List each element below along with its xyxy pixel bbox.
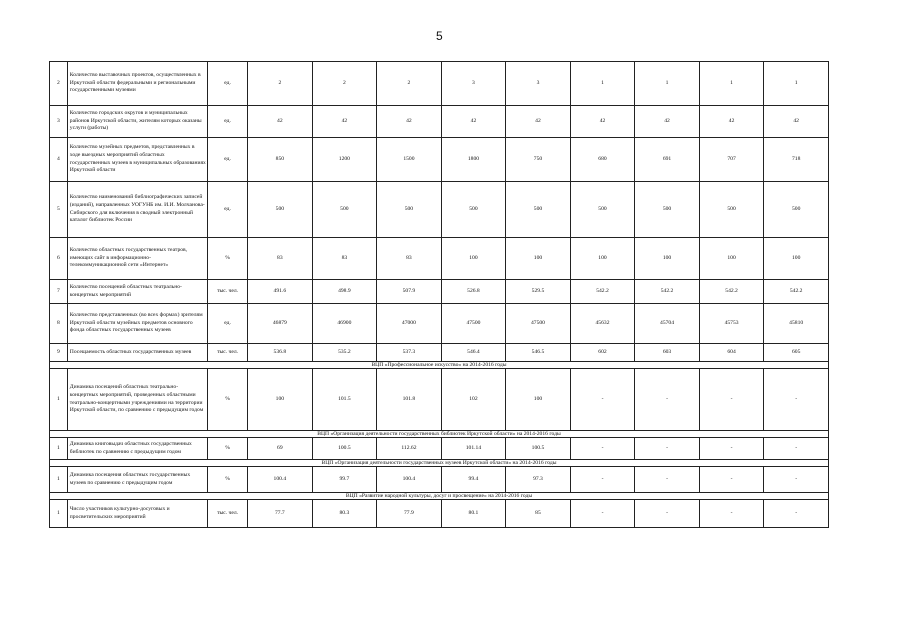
value-cell: 542.2 xyxy=(570,280,635,304)
value-cell: 42 xyxy=(312,106,377,138)
value-cell: 500 xyxy=(312,182,377,238)
value-cell: 546.4 xyxy=(441,344,506,362)
value-cell: 546.5 xyxy=(506,344,571,362)
value-cell: 1 xyxy=(699,62,764,106)
value-cell: 500 xyxy=(248,182,313,238)
value-cell: 1500 xyxy=(377,138,442,182)
value-cell: 100 xyxy=(635,238,700,280)
value-cell: 47500 xyxy=(441,304,506,344)
unit-cell: % xyxy=(208,438,248,460)
indicator-name: Количество наименований библиографических записей (изданий), направленных УОГУНБ им. И.И. Молчанова-Сибирского для включения в сводный электронный каталог библиотек России xyxy=(67,182,207,238)
value-cell: 85 xyxy=(506,500,571,528)
value-cell: 536.8 xyxy=(248,344,313,362)
table-row xyxy=(50,238,829,280)
value-cell: 100 xyxy=(248,369,313,431)
value-cell: - xyxy=(570,467,635,493)
row-number: 5 xyxy=(50,182,68,238)
value-cell: 100 xyxy=(506,238,571,280)
row-number: 7 xyxy=(50,280,68,304)
value-cell: 80.3 xyxy=(312,500,377,528)
value-cell: 100 xyxy=(699,238,764,280)
value-cell: 507.9 xyxy=(377,280,442,304)
value-cell: 542.2 xyxy=(764,280,829,304)
table-row xyxy=(50,344,829,362)
table-row xyxy=(50,138,829,182)
value-cell: 101.8 xyxy=(377,369,442,431)
value-cell: 500 xyxy=(441,182,506,238)
value-cell: 603 xyxy=(635,344,700,362)
row-number: 1 xyxy=(50,369,68,431)
value-cell: 46900 xyxy=(312,304,377,344)
row-number: 9 xyxy=(50,344,68,362)
indicator-name: Число участников культурно-досуговых и просветительских мероприятий xyxy=(67,500,207,528)
unit-cell: ед. xyxy=(208,304,248,344)
value-cell: - xyxy=(699,467,764,493)
value-cell: 718 xyxy=(764,138,829,182)
unit-cell: ед. xyxy=(208,182,248,238)
indicator-name: Количество выставочных проектов, осуществленных в Иркутской области федеральными и региональными государственными музеями xyxy=(67,62,207,106)
value-cell: 42 xyxy=(699,106,764,138)
unit-cell: ед. xyxy=(208,106,248,138)
section-title: ВЦП «Развитие народной культуры, досуг и просвещение» на 2014-2016 годы xyxy=(50,493,829,500)
value-cell: 80.1 xyxy=(441,500,506,528)
value-cell: 605 xyxy=(764,344,829,362)
section-header-row xyxy=(50,460,829,467)
table-row xyxy=(50,106,829,138)
indicator-name: Динамика посещений областных театрально-концертных мероприятий, проведенных областными театрально-концертными учреждениями на территории Иркутской области, по сравнению с предыдущим годом xyxy=(67,369,207,431)
table-row xyxy=(50,182,829,238)
indicator-table xyxy=(49,61,829,528)
value-cell: 500 xyxy=(764,182,829,238)
value-cell: 101.14 xyxy=(441,438,506,460)
value-cell: 100.4 xyxy=(377,467,442,493)
value-cell: 69 xyxy=(248,438,313,460)
value-cell: - xyxy=(699,438,764,460)
value-cell: - xyxy=(699,369,764,431)
value-cell: 45704 xyxy=(635,304,700,344)
row-number: 1 xyxy=(50,467,68,493)
value-cell: 604 xyxy=(699,344,764,362)
value-cell: 99.4 xyxy=(441,467,506,493)
section-title: ВЦП «Организация деятельности государственных музеев Иркутской области» на 2014-2016 годы xyxy=(50,460,829,467)
value-cell: - xyxy=(635,369,700,431)
value-cell: 42 xyxy=(441,106,506,138)
unit-cell: тыс. чел. xyxy=(208,500,248,528)
value-cell: 77.9 xyxy=(377,500,442,528)
unit-cell: % xyxy=(208,369,248,431)
table-row xyxy=(50,304,829,344)
value-cell: 112.62 xyxy=(377,438,442,460)
row-number: 1 xyxy=(50,500,68,528)
value-cell: 77.7 xyxy=(248,500,313,528)
page-number: 5 xyxy=(436,29,443,43)
value-cell: 45753 xyxy=(699,304,764,344)
value-cell: 46879 xyxy=(248,304,313,344)
value-cell: 3 xyxy=(506,62,571,106)
value-cell: 47500 xyxy=(506,304,571,344)
value-cell: 97.3 xyxy=(506,467,571,493)
row-number: 8 xyxy=(50,304,68,344)
value-cell: 100.4 xyxy=(248,467,313,493)
indicator-name: Динамика посещения областных государственных музеев по сравнению с предыдущим годом xyxy=(67,467,207,493)
value-cell: 100.5 xyxy=(312,438,377,460)
value-cell: 3 xyxy=(441,62,506,106)
value-cell: - xyxy=(635,500,700,528)
value-cell: 100.5 xyxy=(506,438,571,460)
value-cell: 102 xyxy=(441,369,506,431)
unit-cell: % xyxy=(208,467,248,493)
value-cell: 1 xyxy=(635,62,700,106)
value-cell: 535.2 xyxy=(312,344,377,362)
row-number: 3 xyxy=(50,106,68,138)
indicator-name: Количество областных государственных театров, имеющих сайт в информационно-телекоммуникационной сети «Интернет» xyxy=(67,238,207,280)
indicator-name: Количество представленных (во всех формах) зрителям Иркутской области музейных предметов основного фонда областных государственных музеев xyxy=(67,304,207,344)
section-header-row xyxy=(50,431,829,438)
value-cell: 526.8 xyxy=(441,280,506,304)
value-cell: - xyxy=(570,500,635,528)
value-cell: 45810 xyxy=(764,304,829,344)
value-cell: 99.7 xyxy=(312,467,377,493)
value-cell: 500 xyxy=(635,182,700,238)
value-cell: 83 xyxy=(312,238,377,280)
value-cell: - xyxy=(635,438,700,460)
value-cell: 42 xyxy=(764,106,829,138)
value-cell: 1800 xyxy=(441,138,506,182)
value-cell: 1 xyxy=(570,62,635,106)
section-title: ВЦП «Профессиональное искусство» на 2014-2016 годы xyxy=(50,362,829,369)
value-cell: 42 xyxy=(635,106,700,138)
indicator-name: Количество городских округов и муниципальных районов Иркутской области, жителям которых оказаны услуги (работы) xyxy=(67,106,207,138)
unit-cell: ед. xyxy=(208,138,248,182)
value-cell: 100 xyxy=(441,238,506,280)
value-cell: 500 xyxy=(570,182,635,238)
value-cell: 691 xyxy=(635,138,700,182)
value-cell: 2 xyxy=(248,62,313,106)
value-cell: 537.3 xyxy=(377,344,442,362)
value-cell: - xyxy=(635,467,700,493)
value-cell: 47000 xyxy=(377,304,442,344)
value-cell: 83 xyxy=(377,238,442,280)
value-cell: - xyxy=(764,369,829,431)
row-number: 4 xyxy=(50,138,68,182)
value-cell: 2 xyxy=(312,62,377,106)
unit-cell: % xyxy=(208,238,248,280)
row-number: 6 xyxy=(50,238,68,280)
value-cell: 542.2 xyxy=(635,280,700,304)
value-cell: 100 xyxy=(764,238,829,280)
value-cell: 491.6 xyxy=(248,280,313,304)
value-cell: 500 xyxy=(377,182,442,238)
table-row xyxy=(50,500,829,528)
value-cell: 45632 xyxy=(570,304,635,344)
value-cell: 2 xyxy=(377,62,442,106)
value-cell: 500 xyxy=(699,182,764,238)
value-cell: 529.5 xyxy=(506,280,571,304)
value-cell: 83 xyxy=(248,238,313,280)
value-cell: 498.9 xyxy=(312,280,377,304)
value-cell: 750 xyxy=(506,138,571,182)
value-cell: 42 xyxy=(248,106,313,138)
row-number: 1 xyxy=(50,438,68,460)
section-header-row xyxy=(50,493,829,500)
value-cell: 42 xyxy=(377,106,442,138)
unit-cell: тыс. чел. xyxy=(208,280,248,304)
row-number: 2 xyxy=(50,62,68,106)
table-row xyxy=(50,467,829,493)
value-cell: 602 xyxy=(570,344,635,362)
value-cell: - xyxy=(764,500,829,528)
value-cell: 680 xyxy=(570,138,635,182)
value-cell: - xyxy=(699,500,764,528)
indicator-name: Количество музейных предметов, представленных в ходе выездных мероприятий областных государственных музеев в муниципальных образованиях Иркутской области xyxy=(67,138,207,182)
value-cell: - xyxy=(764,438,829,460)
indicator-name: Количество посещений областных театрально-концертных мероприятий xyxy=(67,280,207,304)
value-cell: 101.5 xyxy=(312,369,377,431)
unit-cell: тыс. чел. xyxy=(208,344,248,362)
value-cell: 500 xyxy=(506,182,571,238)
value-cell: 42 xyxy=(506,106,571,138)
table-row xyxy=(50,438,829,460)
value-cell: 42 xyxy=(570,106,635,138)
unit-cell: ед. xyxy=(208,62,248,106)
section-title: ВЦП «Организация деятельности государственных библиотек Иркутской области» на 2014-2016 годы xyxy=(50,431,829,438)
table-row xyxy=(50,62,829,106)
value-cell: - xyxy=(570,438,635,460)
value-cell: 707 xyxy=(699,138,764,182)
value-cell: 100 xyxy=(570,238,635,280)
value-cell: - xyxy=(570,369,635,431)
value-cell: - xyxy=(764,467,829,493)
value-cell: 542.2 xyxy=(699,280,764,304)
value-cell: 1 xyxy=(764,62,829,106)
value-cell: 850 xyxy=(248,138,313,182)
value-cell: 1200 xyxy=(312,138,377,182)
value-cell: 100 xyxy=(506,369,571,431)
section-header-row xyxy=(50,362,829,369)
table-row xyxy=(50,369,829,431)
indicator-name: Динамика книговыдач областных государственных библиотек по сравнению с предыдущим годом xyxy=(67,438,207,460)
table-row xyxy=(50,280,829,304)
indicator-name: Посещаемость областных государственных музеев xyxy=(67,344,207,362)
